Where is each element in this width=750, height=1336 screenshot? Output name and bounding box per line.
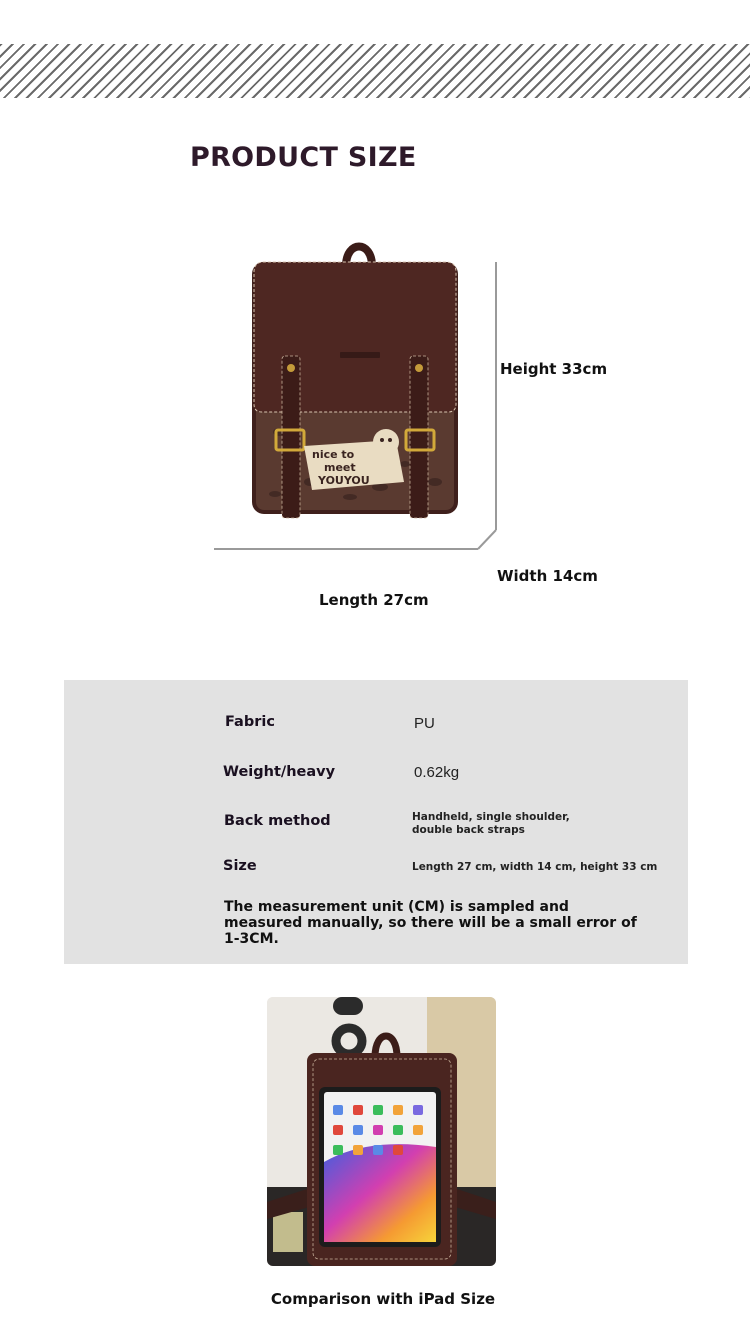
decorative-stripe-band (0, 44, 750, 98)
backpack-illustration (200, 232, 520, 562)
spec-label-back-method: Back method (224, 813, 331, 829)
right-strap (410, 356, 428, 518)
spec-panel (64, 680, 688, 964)
patch-text-line2: meet (324, 461, 356, 474)
width-label: Width 14cm (497, 567, 598, 585)
left-rivet (287, 364, 295, 372)
page-title: PRODUCT SIZE (190, 142, 417, 173)
spec-label-fabric: Fabric (225, 714, 275, 730)
patch-text-line3: YOUYOU (318, 474, 370, 487)
comparison-caption: Comparison with iPad Size (270, 1290, 496, 1308)
spec-label-weight: Weight/heavy (223, 764, 336, 780)
spec-label-size: Size (223, 858, 257, 874)
spec-value-size: Length 27 cm, width 14 cm, height 33 cm (412, 861, 658, 873)
right-rivet (415, 364, 423, 372)
spec-value-fabric: PU (414, 715, 435, 732)
spec-value-back-method (412, 811, 672, 837)
measurement-note: The measurement unit (CM) is sampled and measured manually, so there will be a small error of 1-3CM. (224, 899, 637, 947)
bear-patch (373, 429, 399, 455)
spec-value-back-method-line2: double back straps (412, 824, 525, 836)
patch-text-line1: nice to (312, 448, 355, 461)
height-label: Height 33cm (500, 360, 608, 378)
ipad-comparison-illustration (267, 997, 496, 1266)
brand-logo (340, 352, 380, 358)
left-strap (282, 356, 300, 518)
ipad-comparison-photo (267, 997, 496, 1266)
width-dimension-line (478, 530, 496, 549)
product-size-diagram (200, 232, 520, 562)
length-label: Length 27cm (319, 591, 429, 609)
spec-value-back-method-line1: Handheld, single shoulder, (412, 811, 570, 823)
spec-value-weight: 0.62kg (414, 764, 460, 781)
